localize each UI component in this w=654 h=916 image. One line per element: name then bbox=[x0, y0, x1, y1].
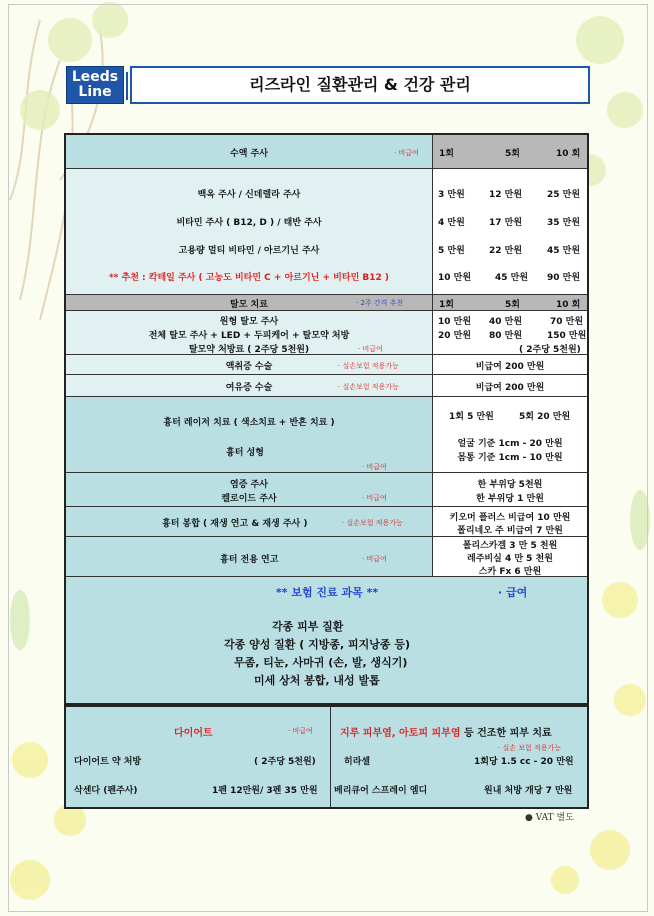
diet-row-2-price: 1펜 12만원/ 3펜 35 만원 bbox=[212, 786, 318, 796]
page-title: 리즈라인 질환관리 & 건강 관리 bbox=[130, 66, 590, 104]
scar-label-2: 흉터 성형 bbox=[226, 448, 264, 458]
insurance-section bbox=[66, 577, 587, 703]
hair-col-10: 10 회 bbox=[556, 300, 581, 310]
diet-row-1-price: ( 2주당 5천원) bbox=[254, 757, 316, 767]
ointment-note: · 비급여 bbox=[362, 555, 387, 563]
keloid-price-1: 한 부위당 5천원 bbox=[477, 480, 543, 490]
inj-col-10: 10 회 bbox=[556, 149, 581, 159]
scar-price-1b: 5회 20 만원 bbox=[519, 412, 571, 422]
gyne-price: 비급여 200 만원 bbox=[475, 383, 545, 393]
inj-col-1: 1회 bbox=[439, 149, 454, 159]
scar-row bbox=[66, 397, 587, 473]
inj-row-4-v1: 10 만원 bbox=[438, 273, 472, 283]
diet-row-2-label: 삭센다 (펜주사) bbox=[74, 786, 138, 796]
bottom-section bbox=[64, 705, 589, 809]
inj-row-2-v10: 35 만원 bbox=[547, 218, 581, 228]
keloid-label-2: 켈로이드 주사 bbox=[221, 494, 277, 504]
hair-body bbox=[66, 311, 587, 355]
hair-header-row bbox=[66, 295, 587, 311]
inj-header: 수액 주사 bbox=[230, 149, 268, 159]
hair-v1-5: 40 만원 bbox=[489, 317, 523, 327]
inj-row-3-v1: 5 만원 bbox=[438, 246, 465, 256]
inj-row-2-v1: 4 만원 bbox=[438, 218, 465, 228]
insurance-title: ** 보험 진료 과목 ** bbox=[276, 586, 379, 599]
hair-col-5: 5회 bbox=[505, 300, 520, 310]
suture-price-2: 폴리네오 주 비급여 7 만원 bbox=[457, 526, 563, 536]
gyne-label: 여유증 수술 bbox=[225, 383, 273, 393]
keloid-row bbox=[66, 473, 587, 507]
inj-row-2-label: 비타민 주사 ( B12, D ) / 태반 주사 bbox=[176, 218, 322, 228]
hair-v1-1: 10 만원 bbox=[438, 317, 472, 327]
hair-line-3: 탈모약 처방료 ( 2주당 5천원) bbox=[188, 345, 310, 355]
insurance-badge: · 급여 bbox=[498, 586, 528, 599]
diet-title: 다이어트 bbox=[174, 728, 213, 739]
inj-row-4-label: ** 추천 : 칵테일 주사 ( 고농도 비타민 C + 아르기닌 + 비타민 B12 ) bbox=[108, 273, 390, 283]
skin-title bbox=[340, 724, 552, 739]
inj-header-note: · 비급여 bbox=[394, 149, 419, 157]
inj-row-1-v5: 12 만원 bbox=[489, 190, 523, 200]
logo-line2: Line bbox=[78, 84, 112, 100]
skin-row-2-label: 베리큐어 스프레이 엠디 bbox=[334, 786, 428, 796]
hair-v1-10: 70 만원 bbox=[550, 317, 584, 327]
diet-row-1-label: 다이어트 약 처방 bbox=[74, 757, 142, 767]
inj-row-1-v1: 3 만원 bbox=[438, 190, 465, 200]
inj-row-4-v10: 90 만원 bbox=[547, 273, 581, 283]
hair-v3: ( 2주당 5천원) bbox=[519, 345, 581, 355]
inj-row-1-v10: 25 만원 bbox=[547, 190, 581, 200]
ointment-price-3: 스카 Fx 6 만원 bbox=[478, 567, 542, 577]
inj-row-3-label: 고용량 멀티 비타민 / 아르기닌 주사 bbox=[178, 246, 320, 256]
bottom-divider bbox=[330, 707, 331, 807]
inj-row-3-v10: 45 만원 bbox=[547, 246, 581, 256]
scar-price-1a: 1회 5 만원 bbox=[449, 412, 494, 422]
skin-note: · 실손 보험 적용가능 bbox=[498, 744, 561, 752]
hair-header: 탈모 치료 bbox=[230, 300, 268, 310]
hair-line-2: 전체 탈모 주사 + LED + 두피케어 + 탈모약 처방 bbox=[148, 331, 350, 341]
gyne-note: · 실손보험 적용가능 bbox=[338, 383, 399, 391]
inj-col-5: 5회 bbox=[505, 149, 520, 159]
vat-note bbox=[525, 810, 574, 823]
hair-line-1: 원형 탈모 주사 bbox=[219, 317, 279, 327]
skin-title-rest: 등 건조한 피부 치료 bbox=[460, 728, 552, 739]
ointment-row bbox=[66, 537, 587, 577]
price-table bbox=[64, 133, 589, 705]
skin-row-1-price: 1회당 1.5 cc - 20 만원 bbox=[474, 757, 574, 767]
suture-price-1: 키오머 플러스 비급여 10 만원 bbox=[449, 513, 571, 523]
keloid-label-1: 염증 주사 bbox=[230, 480, 268, 490]
skin-row-1-label: 히라셀 bbox=[344, 757, 371, 767]
inj-row-3-v5: 22 만원 bbox=[489, 246, 523, 256]
skin-title-red: 지루 피부염, 아토피 피부염 bbox=[340, 728, 461, 739]
inj-body bbox=[66, 169, 587, 295]
hair-v2-10: 150 만원 bbox=[547, 331, 587, 341]
axil-note: · 실손보험 적용가능 bbox=[338, 362, 399, 370]
scar-label-1: 흉터 레이저 치료 ( 색소치료 + 반흔 치료 ) bbox=[163, 418, 335, 428]
logo-line1: Leeds bbox=[71, 69, 119, 85]
insurance-line-3: 무좀, 티눈, 사마귀 (손, 발, 생식기) bbox=[234, 656, 408, 669]
keloid-price-2: 한 부위당 1 만원 bbox=[476, 494, 544, 504]
axil-row bbox=[66, 355, 587, 375]
suture-note: · 실손보험 적용가능 bbox=[342, 519, 403, 527]
vat-text: VAT 별도 bbox=[535, 813, 574, 823]
diet-note: · 비급여 bbox=[288, 727, 313, 735]
scar-price-2a: 얼굴 기준 1cm - 20 만원 bbox=[457, 439, 563, 449]
hair-v2-1: 20 만원 bbox=[438, 331, 472, 341]
inj-row-1-label: 백옥 주사 / 신데렐라 주사 bbox=[197, 190, 301, 200]
hair-line-3-note: · 비급여 bbox=[358, 345, 383, 353]
bullet-icon: ● bbox=[525, 813, 536, 823]
hair-header-note: · 2주 간격 추천 bbox=[356, 299, 404, 307]
inj-row-2-v5: 17 만원 bbox=[489, 218, 523, 228]
keloid-note: · 비급여 bbox=[362, 494, 387, 502]
insurance-line-4: 미세 상처 봉합, 내성 발톱 bbox=[254, 674, 380, 687]
scar-note: · 비급여 bbox=[362, 463, 387, 471]
clinic-logo bbox=[66, 66, 124, 104]
insurance-line-1: 각종 피부 질환 bbox=[272, 620, 344, 633]
axil-label: 액취증 수술 bbox=[225, 362, 273, 372]
gyne-row bbox=[66, 375, 587, 397]
ointment-price-1: 폴리스카겔 3 만 5 천원 bbox=[462, 541, 558, 551]
inj-row-4-v5: 45 만원 bbox=[495, 273, 529, 283]
ointment-price-2: 레주비실 4 만 5 천원 bbox=[467, 554, 553, 564]
hair-v2-5: 80 만원 bbox=[489, 331, 523, 341]
suture-label: 흉터 봉합 ( 재생 연고 & 재생 주사 ) bbox=[162, 519, 308, 529]
axil-price: 비급여 200 만원 bbox=[475, 362, 545, 372]
insurance-line-2: 각종 양성 질환 ( 지방종, 피지낭종 등) bbox=[224, 638, 410, 651]
scar-price-2b: 몸통 기준 1cm - 10 만원 bbox=[457, 453, 563, 463]
inj-header-row bbox=[66, 135, 587, 169]
hair-col-1: 1회 bbox=[439, 300, 454, 310]
skin-row-2-price: 원내 처방 개당 7 만원 bbox=[484, 786, 573, 796]
ointment-label: 흉터 전용 연고 bbox=[220, 555, 279, 565]
suture-row bbox=[66, 507, 587, 537]
